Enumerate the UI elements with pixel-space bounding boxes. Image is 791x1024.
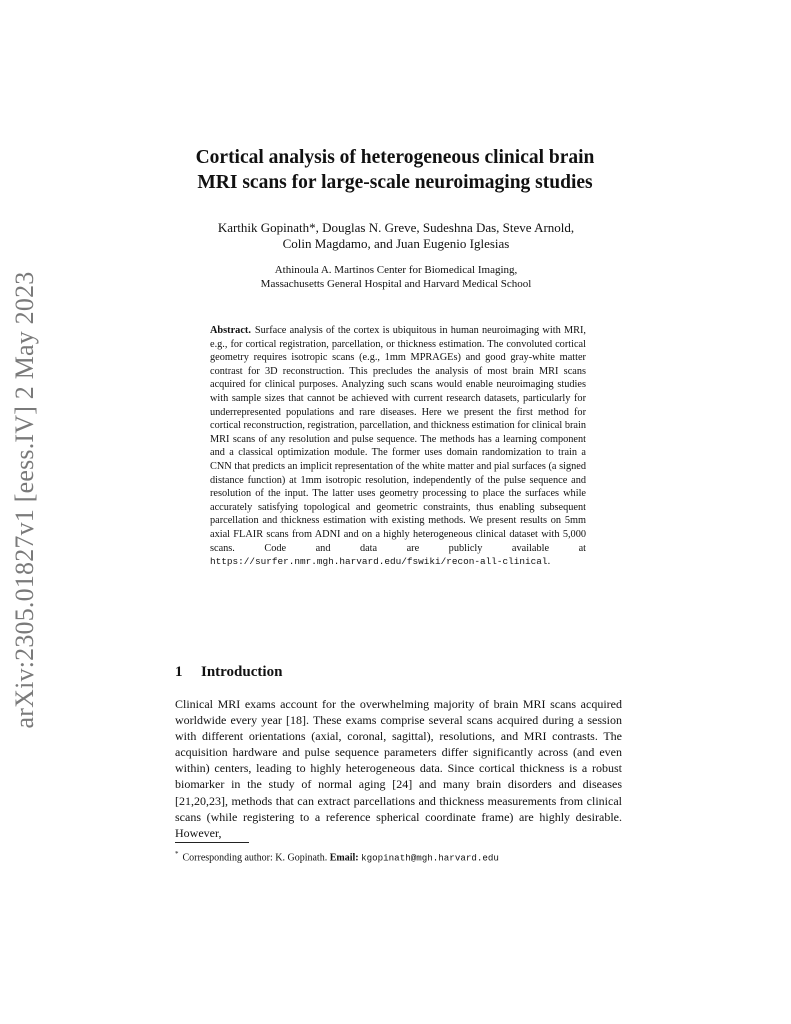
affiliation-line-2: Massachusetts General Hospital and Harvard Medical School [260, 278, 532, 290]
paper-title [130, 145, 660, 195]
affiliation-line-1: Athinoula A. Martinos Center for Biomedical Imaging, [274, 264, 518, 276]
abstract-text: Surface analysis of the cortex is ubiquitous in human neuroimaging with MRI, e.g., for cortical registration, parcellation, or thickness estimation. The convoluted cortical geometry requires isotropic scans (e.g., 1mm MPRAGEs) and good gray-white matter contrast for 3D reconstruction. This precludes the analysis of most brain MRI scans acquired for clinical purposes. Analyzing such scans would enable neuroimaging studies with sample sizes that cannot be achieved with current research datasets, particularly for underrepresented populations and rare diseases. Here we present the first method for cortical reconstruction, registration, parcellation, and thickness estimation for clinical brain MRI scans of any resolution and pulse sequence. The methods has a learning component and a classical optimization module. The former uses domain randomization to train a CNN that predicts an implicit representation of the white matter and pial surfaces (a signed distance function) at 1mm isotropic resolution, independently of the pulse sequence and resolution of the input. The latter uses geometry processing to place the surfaces while accurately satisfying topological and geometric constraints, thus enabling subsequent parcellation and thickness estimation with existing methods. We present results on 5mm axial FLAIR scans from ADNI and on a highly heterogeneous clinical dataset with 5,000 scans. Code and data are publicly available at [210, 325, 586, 554]
arxiv-stamp [3, 269, 47, 731]
footnote-email-label: Email: [329, 852, 359, 864]
arxiv-identifier: arXiv:2305.01827v1 [eess.IV] 2 May 2023 [10, 271, 39, 729]
author-list [150, 220, 642, 252]
title-line-1: Cortical analysis of heterogeneous clinical brain [195, 147, 595, 168]
code-url-link[interactable]: https://surfer.nmr.mgh.harvard.edu/fswiki/recon-all-clinical [210, 556, 548, 568]
footnote [175, 848, 622, 864]
footnote-email[interactable]: kgopinath@mgh.harvard.edu [361, 852, 499, 864]
footnote-marker: * [175, 850, 179, 858]
authors-line-2: Colin Magdamo, and Juan Eugenio Iglesias [282, 236, 510, 251]
footnote-divider [175, 842, 249, 843]
section-heading-introduction [175, 662, 282, 682]
abstract-keyword: Abstract. [210, 325, 251, 336]
title-line-2: MRI scans for large-scale neuroimaging studies [197, 172, 593, 193]
introduction-paragraph: Clinical MRI exams account for the overwhelming majority of brain MRI scans acquired worldwide every year [18]. These exams comprise several scans acquired during a session with different orientations (axial, coronal, sagittal), resolutions, and MRI contrasts. The acquisition hardware and pulse sequence parameters differ significantly across (and even within) centers, leading to highly heterogeneous data. Since cortical thickness is a robust biomarker in the study of normal aging [24] and many brain disorders and diseases [21,20,23], methods that can extract parcellations and thickness measurements from clinical scans (while registering to a reference spherical coordinate frame) are highly desirable. However, [175, 697, 622, 840]
footnote-text: Corresponding author: K. Gopinath. [182, 852, 328, 864]
abstract-end: . [547, 556, 551, 568]
affiliation [180, 263, 612, 291]
authors-line-1: Karthik Gopinath*, Douglas N. Greve, Sudeshna Das, Steve Arnold, [217, 220, 575, 235]
section-number: 1 [175, 664, 183, 680]
abstract [210, 324, 586, 569]
section-title: Introduction [201, 664, 283, 680]
